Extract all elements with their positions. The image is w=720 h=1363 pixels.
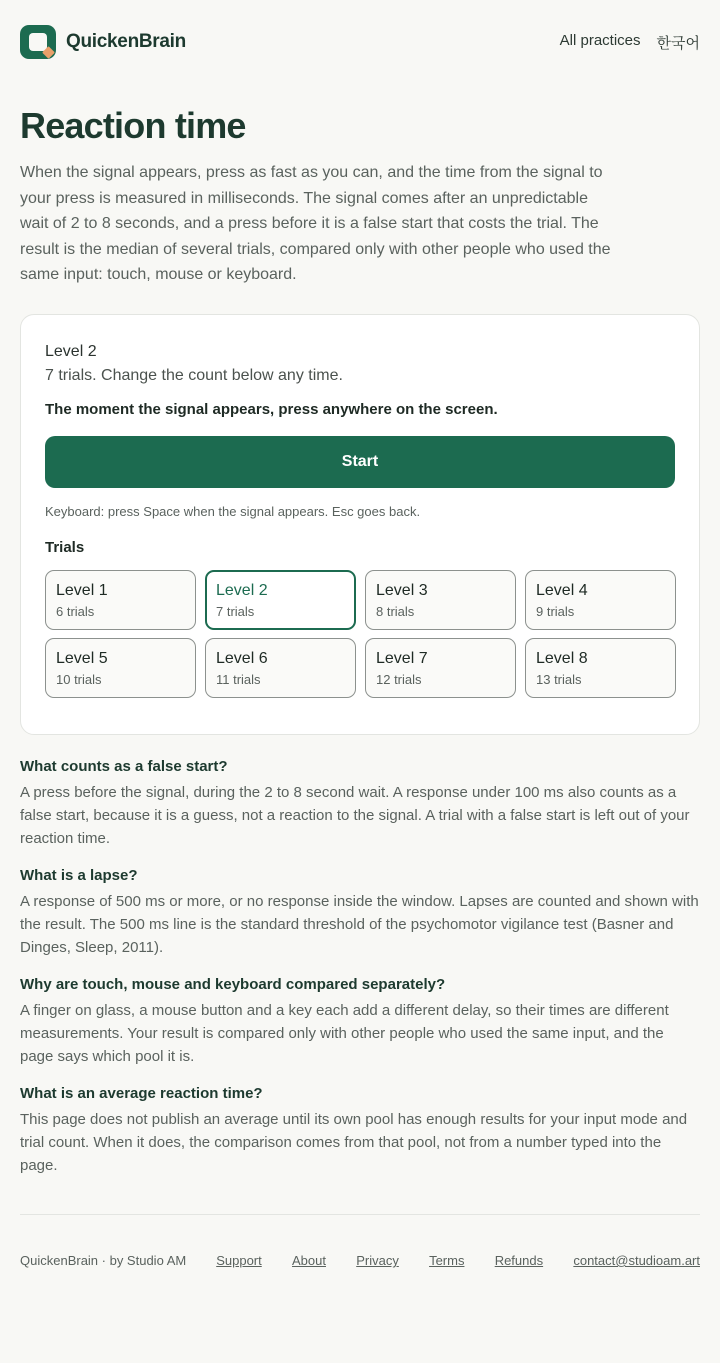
test-card xyxy=(20,314,700,735)
faq-answer: A finger on glass, a mouse button and a key each add a different delay, so their times are different measurements. Your result is compared only with other people who used the same input, and the page says which pool it is. xyxy=(20,1001,669,1065)
trial-option-level-6[interactable] xyxy=(205,638,356,698)
footer-link-terms[interactable]: Terms xyxy=(429,1253,465,1268)
trial-option-level-1[interactable] xyxy=(45,570,196,630)
faq-item xyxy=(20,1084,700,1177)
trial-option-level-8[interactable] xyxy=(525,638,676,698)
level-description: 7 trials. Change the count below any time. xyxy=(45,366,343,384)
option-name: Level 4 xyxy=(536,581,588,599)
option-trials: 8 trials xyxy=(376,603,415,619)
top-nav xyxy=(560,32,700,53)
footer-link-privacy[interactable]: Privacy xyxy=(356,1253,399,1268)
instruction-text: The moment the signal appears, press anywhere on the screen. xyxy=(45,400,498,418)
footer-link-contact-email[interactable]: contact@studioam.art xyxy=(573,1253,700,1268)
brand[interactable] xyxy=(20,25,186,59)
trial-options xyxy=(45,570,675,698)
faq-item xyxy=(20,975,700,1068)
faq-item xyxy=(20,757,700,850)
site-header xyxy=(20,0,700,84)
option-trials: 13 trials xyxy=(536,671,582,687)
faq-question: What is an average reaction time? xyxy=(20,1084,263,1102)
nav-language[interactable]: 한국어 xyxy=(656,34,700,52)
site-footer xyxy=(20,1214,700,1268)
page-title: Reaction time xyxy=(20,105,246,146)
footer-link-refunds[interactable]: Refunds xyxy=(494,1253,544,1268)
trial-option-level-3[interactable] xyxy=(365,570,516,630)
footer-link-support[interactable]: Support xyxy=(216,1253,262,1268)
faq-question: Why are touch, mouse and keyboard compared separately? xyxy=(20,975,446,993)
nav-all-practices[interactable]: All practices xyxy=(559,31,641,49)
keyboard-note: Keyboard: press Space when the signal appears. Esc goes back. xyxy=(45,503,421,519)
trial-option-level-5[interactable] xyxy=(45,638,196,698)
option-trials: 10 trials xyxy=(56,671,102,687)
option-name: Level 8 xyxy=(536,649,588,667)
option-name: Level 2 xyxy=(216,581,268,599)
trial-option-level-4[interactable] xyxy=(525,570,676,630)
option-name: Level 7 xyxy=(376,649,428,667)
faq-question: What is a lapse? xyxy=(20,866,138,884)
faq-answer: A press before the signal, during the 2 to 8 second wait. A response under 100 ms also counts as a false start, because it is a guess, not a reaction to the signal. A trial with a false start is left out of your reaction time. xyxy=(20,783,690,847)
faq-answer: This page does not publish an average until its own pool has enough results for your input mode and trial count. When it does, the comparison comes from that pool, not from a number typed into the page. xyxy=(20,1110,688,1174)
option-name: Level 1 xyxy=(56,581,108,599)
option-name: Level 5 xyxy=(56,649,108,667)
option-trials: 7 trials xyxy=(216,603,255,619)
option-name: Level 3 xyxy=(376,581,428,599)
footer-links xyxy=(216,1253,700,1268)
option-name: Level 6 xyxy=(216,649,268,667)
faq-answer: A response of 500 ms or more, or no response inside the window. Lapses are counted and shown with the result. The 500 ms line is the standard threshold of the psychomotor vigilance test (Basner and Dinges, Sleep, 2011). xyxy=(20,892,699,956)
footer-copyright: QuickenBrain · by Studio AM xyxy=(20,1253,187,1268)
logo-icon xyxy=(20,25,56,59)
option-trials: 6 trials xyxy=(56,603,95,619)
option-trials: 12 trials xyxy=(376,671,422,687)
start-button[interactable]: Start xyxy=(45,436,675,488)
option-trials: 9 trials xyxy=(536,603,575,619)
trial-option-level-7[interactable] xyxy=(365,638,516,698)
intro-text: When the signal appears, press as fast as you can, and the time from the signal to your press is measured in milliseconds. The signal comes after an unpredictable wait of 2 to 8 seconds, and a press before it is a false start that costs the trial. The result is the median of several trials, compared only with other people who used the same input: touch, mouse or keyboard. xyxy=(20,164,611,284)
trial-option-level-2[interactable] xyxy=(205,570,356,630)
option-trials: 11 trials xyxy=(216,671,261,687)
trials-label: Trials xyxy=(45,538,85,556)
footer-link-about[interactable]: About xyxy=(291,1253,326,1268)
level-title: Level 2 xyxy=(45,342,97,360)
faq-section xyxy=(20,757,700,1177)
faq-question: What counts as a false start? xyxy=(20,757,228,775)
faq-item xyxy=(20,866,700,959)
brand-name: QuickenBrain xyxy=(66,31,186,52)
